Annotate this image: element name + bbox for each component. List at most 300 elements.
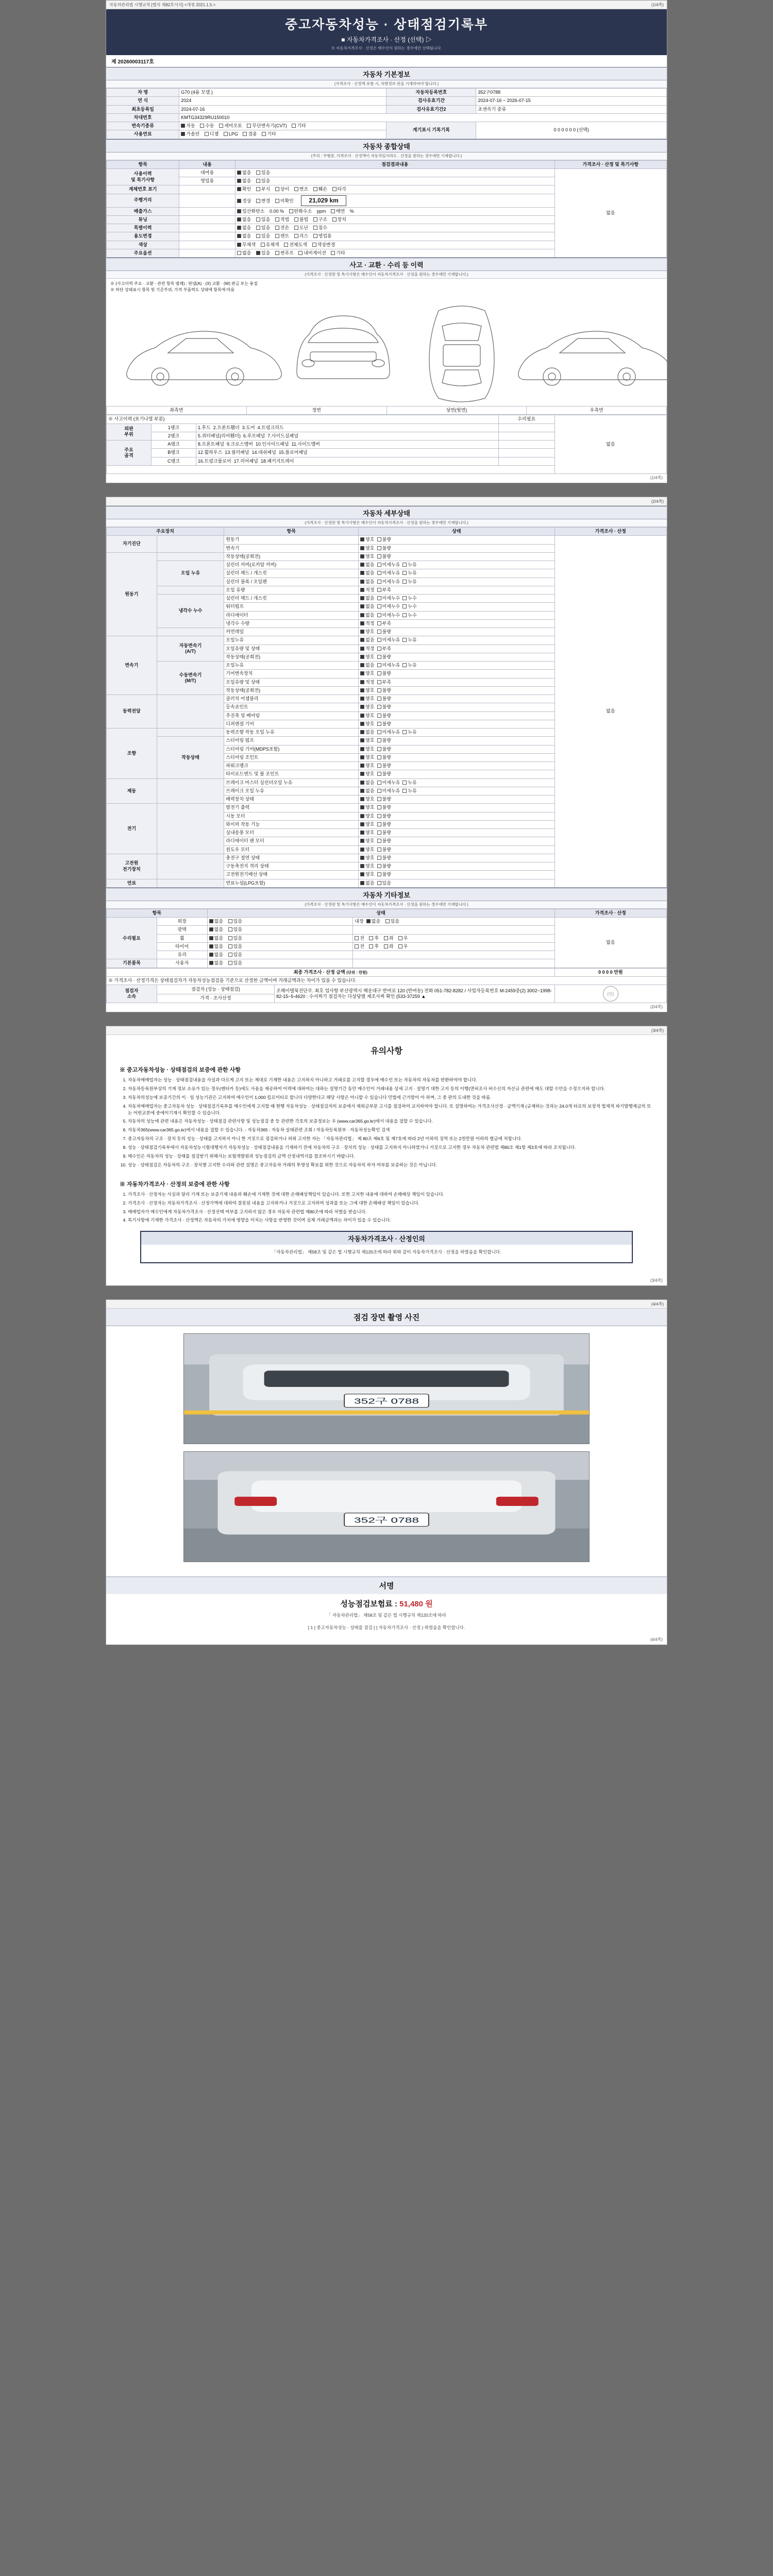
list-item: 10. 성능 · 상태점검은 자동차의 구조 · 장치별 고지한 수리와 관련 설명은 중고자동차 거래의 투명성 확보를 위한 것으로 자동차의 하자 여부를 보증하는 것은 아닙니다. — [128, 1162, 653, 1168]
checkbox-rental-no[interactable]: 없음 — [237, 170, 251, 176]
device-group-label: 제동 — [107, 778, 157, 804]
label-outer-panel: 외판 부위 — [107, 423, 152, 440]
device-subgroup-label — [157, 879, 224, 887]
checkbox-state-1[interactable]: 미세누수 — [377, 604, 400, 609]
checkbox-state-0[interactable]: 적정 — [360, 646, 374, 652]
row-label-usage-change — [179, 232, 236, 241]
car-diagram-svg — [106, 295, 668, 406]
value-vin: KMTG34329RU150010 — [179, 113, 667, 122]
checkbox-state-1[interactable]: 미세누수 — [377, 596, 400, 601]
checkbox-fuel-etc[interactable]: 기타 — [262, 131, 276, 137]
checkbox-state-1[interactable]: 불량 — [377, 713, 391, 719]
detailed-item-state — [359, 787, 554, 795]
checkbox-color-chromatic[interactable]: 유채색 — [261, 242, 279, 248]
checkbox-option-sunroof[interactable]: 썬루프 — [275, 250, 294, 256]
checkbox-polish-no[interactable]: 없음 — [209, 927, 223, 933]
label-options: 주요옵션 — [107, 249, 179, 257]
checkbox-exterior-no[interactable]: 없음 — [209, 919, 223, 924]
checkbox-transmission-etc[interactable]: 기타 — [292, 123, 306, 129]
checkbox-user-yes[interactable]: 있음 — [228, 960, 242, 966]
checkbox-state-1[interactable]: 미세누유 — [377, 637, 400, 643]
row-value-usage-change — [235, 232, 554, 241]
car-view-labels — [106, 406, 667, 415]
checkbox-state-1[interactable]: 불량 — [377, 654, 391, 660]
checkbox-vin-different[interactable]: 상이 — [275, 187, 289, 192]
table-row — [107, 105, 667, 113]
checkbox-frame-ranka[interactable] — [498, 440, 554, 449]
checkbox-wheel-yes[interactable]: 있음 — [228, 936, 242, 941]
value-fuel — [179, 130, 386, 139]
detailed-item-label: 배력장치 상태 — [224, 795, 359, 804]
checkbox-option-none[interactable]: 없음 — [237, 250, 251, 256]
section-other-subtitle: (가격조사 · 산정란 및 특기사항은 매수인이 자동차가격조사 · 산정을 원하는 경우에만 기재합니다.) — [106, 901, 667, 909]
detailed-item-label: 실린더 헤드 / 개스킷 — [224, 595, 359, 603]
photo-front-svg — [184, 1334, 589, 1444]
checkbox-state-0[interactable]: 양호 — [360, 847, 374, 853]
checkbox-state-0[interactable]: 양호 — [360, 822, 374, 827]
detailed-item-state — [359, 603, 554, 611]
section-other-title: 자동차 기타정보 — [106, 888, 667, 901]
checkbox-exterior-yes[interactable]: 있음 — [228, 919, 242, 924]
checkbox-state-0[interactable]: 양호 — [360, 838, 374, 844]
checkbox-vin-damaged[interactable]: 훼손 — [313, 187, 327, 192]
label-tuning: 튜닝 — [107, 215, 179, 224]
checkbox-option-yes[interactable]: 있음 — [256, 250, 270, 256]
device-subgroup-label: 냉각수 누수 — [157, 595, 224, 628]
detailed-item-state — [359, 879, 554, 887]
checkbox-tire-yes[interactable]: 있음 — [228, 944, 242, 950]
device-subgroup-label — [157, 695, 224, 728]
list-item: 3. 자동차의성능에 보증기간의 이 · 일 성능기관은 고지하여 매수인이 1,000 킬로미터로 합니다 다양한다고 해당 사항은 아니할 수 있습니다 민법에 근거함이 아 하며, 그 중 판의 도내한 것을 따름. — [128, 1094, 653, 1101]
section-detailed-subtitle: (가격조사 · 산정란 및 특기사항은 매수인이 자동차가격조사 · 산정을 원하는 경우에만 기재합니다.) — [106, 519, 667, 527]
detailed-item-state — [359, 862, 554, 871]
checkbox-state-1[interactable]: 부족 — [377, 587, 391, 593]
detailed-item-label: 오일 유량 — [224, 586, 359, 594]
checkbox-state-0[interactable]: 없음 — [360, 570, 374, 576]
page-2-top-note — [106, 497, 667, 506]
checkbox-fuel-diesel[interactable]: 디젤 — [205, 131, 219, 137]
price-note-line: ※ 가격조사 · 산정가격은 상태점검자가 자동차성능점검을 기준으로 산정한 금액이며 거래금액과는 차이가 있을 수 있습니다. — [107, 976, 667, 985]
label-year: 연 식 — [107, 97, 179, 105]
sign-note-1: 「 자동차관리법」 제58조 및 같은 법 시행규칙 제120조에 따라 — [327, 1613, 446, 1618]
checkbox-state-1[interactable]: 불량 — [377, 546, 391, 551]
checkbox-state-1[interactable]: 불량 — [377, 554, 391, 560]
checkbox-color-fullpaint[interactable]: 전체도색 — [284, 242, 307, 248]
checkbox-state-2[interactable]: 누유 — [402, 579, 416, 585]
checkbox-tuning-no[interactable]: 없음 — [237, 217, 251, 223]
checkbox-state-0[interactable]: 양호 — [360, 755, 374, 760]
checkbox-tuning-yes[interactable]: 있음 — [256, 217, 270, 223]
checkbox-state-2[interactable]: 누유 — [402, 663, 416, 668]
checkbox-state-0[interactable]: 양호 — [360, 763, 374, 769]
checkbox-tire-front[interactable]: 전 — [355, 944, 364, 950]
checkbox-tire-right[interactable]: 우 — [398, 944, 408, 950]
notice-section — [106, 1035, 667, 1277]
row-label-polish: 광택 — [157, 926, 207, 934]
label-transmission: 변속기종류 — [107, 122, 179, 130]
detailed-item-label: 실린더 블록 / 오일팬 — [224, 578, 359, 586]
page-3 — [106, 1026, 667, 1286]
checkbox-state-0[interactable]: 양호 — [360, 688, 374, 693]
view-label-top: 상면(윗면) — [386, 406, 527, 415]
document-number-value: 20260003117호 — [117, 59, 154, 65]
detailed-item-state — [359, 745, 554, 753]
checkbox-emission-smoke[interactable]: 매연 — [331, 209, 345, 214]
checkbox-state-1[interactable]: 미세누유 — [377, 663, 400, 668]
page-1 — [106, 0, 667, 483]
table-row — [107, 406, 667, 415]
svg-text:352구 0788: 352구 0788 — [354, 1397, 419, 1406]
checkbox-state-1[interactable]: 불량 — [377, 721, 391, 727]
checkbox-state-1[interactable]: 있음 — [377, 880, 391, 886]
checkbox-wheel-front[interactable]: 전 — [355, 936, 364, 941]
device-group-label: 고전원 전기장치 — [107, 854, 157, 879]
notice-section-2-title: ※ 자동차가격조사 · 산정의 보증에 관한 사항 — [120, 1181, 230, 1188]
checkbox-vin-ok[interactable]: 확인 — [237, 187, 251, 192]
checkbox-state-1[interactable]: 불량 — [377, 755, 391, 760]
row-value-wheel-pos — [353, 934, 554, 942]
checkbox-user-no[interactable]: 없음 — [209, 960, 223, 966]
checkbox-wheel-no[interactable]: 없음 — [209, 936, 223, 941]
table-row — [107, 536, 667, 544]
checkbox-state-2[interactable]: 누수 — [402, 596, 416, 601]
label-odometer: 계기표시 기록기록 — [386, 122, 476, 139]
checkbox-state-1[interactable]: 불량 — [377, 838, 391, 844]
list-item: 3. 매매업자가 매수인에게 자동차가격조사 · 산정선택 여부를 고지하지 않은 경우 자동차 관련법 제80조에 따라 처벌을 받습니다. — [128, 1209, 653, 1215]
checkbox-state-0[interactable]: 없음 — [360, 562, 374, 568]
device-subgroup-label — [157, 804, 224, 854]
checkbox-state-2[interactable]: 누유 — [402, 730, 416, 735]
checkbox-state-0[interactable]: 양호 — [360, 546, 374, 551]
checkbox-tuning-legal[interactable]: 적법 — [275, 217, 289, 223]
checkbox-glass-no[interactable]: 없음 — [209, 952, 223, 958]
checkbox-state-1[interactable]: 불량 — [377, 805, 391, 810]
checkbox-polish-yes[interactable]: 있음 — [228, 927, 242, 933]
checkbox-mileage-normal[interactable]: 정상 — [237, 198, 251, 204]
value-first-registration: 2024-07-16 — [179, 105, 386, 113]
checkbox-tuning-structure[interactable]: 구조 — [313, 217, 327, 223]
detailed-item-label: 브레이크 오일 누유 — [224, 787, 359, 795]
photo-section-title: 점검 장면 촬영 사진 — [106, 1309, 667, 1326]
device-subgroup-label: 작동상태 — [157, 737, 224, 778]
declaration-title: 자동차가격조사 · 산정인의 — [141, 1232, 632, 1245]
row-label-mileage — [179, 194, 236, 207]
checkbox-state-1[interactable]: 미세누유 — [377, 780, 400, 786]
checkbox-state-0[interactable]: 양호 — [360, 629, 374, 635]
checkbox-state-1[interactable]: 미세누유 — [377, 562, 400, 568]
checkbox-transmission-manual[interactable]: 수동 — [200, 123, 214, 129]
frame-rankc-items: 16.트렁크플로어 17.리어패널 18.패키지트레이 — [196, 457, 498, 465]
checkbox-state-0[interactable]: 양호 — [360, 747, 374, 752]
checkbox-usechange-rent[interactable]: 렌트 — [275, 233, 289, 239]
checkbox-emission-hc[interactable]: 탄화수소 — [289, 209, 312, 214]
checkbox-vin-stamped[interactable]: 타각 — [332, 187, 346, 192]
checkbox-transmission-semiauto[interactable]: 세미오토 — [219, 123, 242, 129]
detailed-item-label: 원동기 — [224, 536, 359, 544]
detailed-item-state — [359, 778, 554, 787]
checkbox-wheel-right[interactable]: 우 — [398, 936, 408, 941]
checkbox-state-1[interactable]: 불량 — [377, 863, 391, 869]
detailed-item-label: 시동 모터 — [224, 812, 359, 820]
page-3-spacer — [109, 1028, 110, 1033]
detailed-item-state — [359, 728, 554, 737]
device-subgroup-label — [157, 586, 224, 594]
device-subgroup-label: 자동변속기 (A/T) — [157, 636, 224, 662]
checkbox-state-2[interactable]: 누유 — [402, 780, 416, 786]
checkbox-state-0[interactable]: 양호 — [360, 537, 374, 543]
checkbox-state-2[interactable]: 누유 — [402, 637, 416, 643]
checkbox-state-0[interactable]: 양호 — [360, 814, 374, 819]
checkbox-frame-rankc[interactable] — [498, 457, 554, 465]
checkbox-state-1[interactable]: 부족 — [377, 680, 391, 685]
checkbox-state-2[interactable]: 누유 — [402, 788, 416, 794]
detailed-item-label: 추진축 및 베어링 — [224, 711, 359, 720]
checkbox-frame-rankb[interactable] — [498, 449, 554, 457]
checkbox-color-change[interactable]: 색상변경 — [312, 242, 335, 248]
checkbox-state-0[interactable]: 양호 — [360, 855, 374, 861]
checkbox-fuel-dual[interactable]: 겸용 — [243, 131, 257, 137]
checkbox-glass-yes[interactable]: 있음 — [228, 952, 242, 958]
checkbox-state-0[interactable]: 양호 — [360, 704, 374, 710]
checkbox-state-1[interactable]: 불량 — [377, 830, 391, 836]
checkbox-state-0[interactable]: 없음 — [360, 780, 374, 786]
page-3-top-note — [106, 1026, 667, 1035]
checkbox-state-1[interactable]: 미세누유 — [377, 730, 400, 735]
checkbox-state-0[interactable]: 없음 — [360, 788, 374, 794]
page-3-number: (3/4쪽) — [651, 1028, 664, 1033]
notice-title: 유의사항 — [371, 1047, 402, 1056]
label-vin: 차대번호 — [107, 113, 179, 122]
checkbox-outer-rank1[interactable] — [498, 423, 554, 432]
checkbox-tire-left[interactable]: 좌 — [384, 944, 394, 950]
checkbox-emission-co[interactable]: 일산화탄소 — [237, 209, 264, 214]
table-row — [107, 113, 667, 122]
list-item: 7. 중고자동차의 구조 · 장치 등의 성능 · 상태를 고지하지 아니 한 거짓으로 점검하거나 허위 고지한 자는 「자동차관리법」 제 80조 제6호 및 제7호에 따라 2년 이하의 징역 또는 2천만원 이하의 벌금에 처합니다. — [128, 1136, 653, 1142]
list-item: 1. 자동차매매업자는 성능 · 상태점검내용을 사실과 다르게 고지 또는 제대로 기재한 내용은 고지하지 아니하고 거래로를 고지할 경우에 매수인 또는 자동차의 자동차를 반환하여야 합니다. — [128, 1077, 653, 1083]
checkbox-state-1[interactable]: 불량 — [377, 747, 391, 752]
label-vin-mark: 계체번호 표기 — [107, 185, 179, 194]
accident-legend — [106, 279, 667, 295]
label-inspection-period: 검사유효기간 — [386, 97, 476, 105]
checkbox-special-theft[interactable]: 도난 — [294, 225, 308, 231]
checkbox-state-2[interactable]: 누유 — [402, 562, 416, 568]
price-value-digits: 0 0 0 0 — [598, 969, 613, 975]
other-header-state: 상태 — [207, 909, 554, 917]
checkbox-special-yes[interactable]: 있음 — [256, 225, 270, 231]
checkbox-state-1[interactable]: 불량 — [377, 688, 391, 693]
checkbox-state-0[interactable]: 없음 — [360, 613, 374, 618]
notice-list-1 — [120, 1077, 653, 1133]
row-value-wheel — [207, 934, 353, 942]
view-label-right: 우측면 — [527, 406, 667, 415]
checkbox-tire-no[interactable]: 없음 — [209, 944, 223, 950]
checkbox-state-1[interactable]: 미세누유 — [377, 788, 400, 794]
checkbox-state-1[interactable]: 불량 — [377, 671, 391, 676]
detailed-item-label: 발전기 출력 — [224, 804, 359, 812]
detailed-item-state — [359, 561, 554, 569]
checkbox-state-1[interactable]: 불량 — [377, 629, 391, 635]
checkbox-state-1[interactable]: 미세누수 — [377, 613, 400, 618]
section-basic-info-subtitle: (가격조사 · 산정액 포함 시, 차량정보 란을 기재하여야 합니다.) — [106, 80, 667, 88]
checkbox-state-1[interactable]: 불량 — [377, 537, 391, 543]
checkbox-special-no[interactable]: 없음 — [237, 225, 251, 231]
detailed-item-state — [359, 720, 554, 728]
checkbox-rental-yes[interactable]: 있음 — [256, 170, 270, 176]
checkbox-state-1[interactable]: 불량 — [377, 814, 391, 819]
checkbox-state-1[interactable]: 부족 — [377, 646, 391, 652]
checkbox-state-0[interactable]: 없음 — [360, 880, 374, 886]
checkbox-state-1[interactable]: 불량 — [377, 771, 391, 777]
list-item: 4. 자동차매매업자는 중고자동차 성능 · 상태점검기록부를 매수인에게 고지할 때 현행 자동차성능 · 상태점검자의 보증에서 제외금부문 고시를 점검하여 교지하여야 합니다. 또 설명하여는 가격조사산정 · 금액기재 (규제하는 것과는 24.0개 타로의 보장적 법제적 파기발행제금의 또는 어떤교본에 중에이기재시 확인할 수 있습니다. — [128, 1103, 653, 1116]
checkbox-commercial-no[interactable]: 없음 — [237, 178, 251, 184]
checkbox-state-0[interactable]: 적정 — [360, 621, 374, 626]
checkbox-state-0[interactable]: 없음 — [360, 637, 374, 643]
checkbox-state-0[interactable]: 양호 — [360, 671, 374, 676]
device-group-label: 전기 — [107, 804, 157, 854]
section-overall-subtitle: (주의 : 주행중, 가격조사 · 산정액이 자동차일지라도 · 산정을 원하는 경우에만 기재합니다.) — [106, 152, 667, 160]
row-value-glass — [207, 951, 353, 959]
checkbox-tire-rear[interactable]: 후 — [369, 944, 379, 950]
photo-container — [106, 1326, 667, 1577]
page-4-spacer — [109, 1301, 110, 1307]
checkbox-usechange-biz[interactable]: 영업용 — [313, 233, 332, 239]
row-label-exterior: 외장 — [157, 918, 207, 926]
checkbox-state-0[interactable]: 양호 — [360, 863, 374, 869]
checkbox-state-0[interactable]: 없음 — [360, 579, 374, 585]
checkbox-transmission-cvt[interactable]: 무단변속기(CVT) — [247, 123, 287, 129]
checkbox-state-0[interactable]: 없음 — [360, 604, 374, 609]
checkbox-outer-rank2[interactable] — [498, 432, 554, 440]
detailed-item-label: 작동상태(공회전) — [224, 552, 359, 561]
checkbox-state-1[interactable]: 불량 — [377, 704, 391, 710]
checkbox-option-navi[interactable]: 내비게이션 — [298, 250, 326, 256]
label-first-registration: 최초등록일 — [107, 105, 179, 113]
checkbox-state-1[interactable]: 불량 — [377, 763, 391, 769]
value-emission-smoke: % — [349, 208, 354, 214]
checkbox-interior-yes[interactable]: 있음 — [385, 919, 399, 924]
checkbox-state-0[interactable]: 양호 — [360, 654, 374, 660]
row-value-polish-extra — [353, 926, 554, 934]
checkbox-state-1[interactable]: 불량 — [377, 822, 391, 827]
checkbox-usechange-no[interactable]: 없음 — [237, 233, 251, 239]
row-value-tuning — [235, 215, 554, 224]
checkbox-state-0[interactable]: 양호 — [360, 771, 374, 777]
checkbox-tuning-illegal[interactable]: 불법 — [294, 217, 308, 223]
detailed-item-state — [359, 686, 554, 694]
checkbox-state-0[interactable]: 양호 — [360, 830, 374, 836]
row-label-special — [179, 224, 236, 232]
price-title-text: 최종 가격조사 · 산정 금액 — [293, 969, 345, 975]
checkbox-vin-modified[interactable]: 변조 — [294, 187, 308, 192]
checkbox-state-1[interactable]: 불량 — [377, 796, 391, 802]
detailed-item-state — [359, 653, 554, 661]
checkbox-commercial-yes[interactable]: 있음 — [256, 178, 270, 184]
checkbox-state-0[interactable]: 적정 — [360, 680, 374, 685]
row-value-special — [235, 224, 554, 232]
checkbox-state-1[interactable]: 불량 — [377, 696, 391, 702]
page-1-footer: (1/4쪽) — [650, 476, 663, 480]
row-label-emission — [179, 207, 236, 215]
detailed-item-state — [359, 820, 554, 828]
value-odometer: 0 0 0 0 0 0 (선택) — [476, 122, 667, 139]
checkbox-mileage-changed[interactable]: 변경 — [256, 198, 270, 204]
page-4 — [106, 1299, 667, 1645]
row-value-commercial — [235, 177, 554, 185]
checkbox-state-1[interactable]: 미세누유 — [377, 579, 400, 585]
checkbox-vin-corrosion[interactable]: 부식 — [256, 187, 270, 192]
label-rank-1: 1랭크 — [151, 423, 196, 432]
checkbox-usechange-lease[interactable]: 리스 — [294, 233, 308, 239]
checkbox-state-0[interactable]: 양호 — [360, 738, 374, 743]
checkbox-state-0[interactable]: 양호 — [360, 554, 374, 560]
checkbox-tuning-device[interactable]: 장치 — [332, 217, 346, 223]
checkbox-transmission-auto[interactable]: 자동 — [181, 123, 195, 129]
checkbox-state-0[interactable]: 없음 — [360, 596, 374, 601]
accident-parts-label: ※ 사고이력 (표기나열 부분) — [107, 415, 499, 423]
checkbox-state-1[interactable]: 불량 — [377, 872, 391, 877]
list-item: 1. 가격조사 · 산정자는 사실과 달리 기재 또는 보증기재 내용과 훼손에 기재한 것에 대한 손해배상책임이 있습니다. 또한 고지한 내용에 대하여 손해배상 책임이 있습니다. — [128, 1191, 653, 1198]
checkbox-state-2[interactable]: 누유 — [402, 570, 416, 576]
checkbox-option-etc[interactable]: 기타 — [331, 250, 345, 256]
other-header-price: 가격조사 · 산정 — [554, 909, 666, 917]
table-row — [107, 976, 667, 985]
device-group-label: 원동기 — [107, 552, 157, 636]
device-subgroup-label — [157, 552, 224, 561]
detailed-item-state — [359, 795, 554, 804]
checkbox-state-0[interactable]: 양호 — [360, 796, 374, 802]
checkbox-state-0[interactable]: 적정 — [360, 587, 374, 593]
checkbox-state-1[interactable]: 미세누유 — [377, 570, 400, 576]
value-emission-hc: ppm — [316, 208, 326, 214]
row-label-tuning — [179, 215, 236, 224]
checkbox-fuel-lpg[interactable]: LPG — [224, 131, 238, 137]
checkbox-state-0[interactable]: 없음 — [360, 730, 374, 735]
detailed-item-state — [359, 770, 554, 778]
mileage-value: 21,029 km — [301, 195, 346, 206]
checkbox-state-0[interactable]: 양호 — [360, 721, 374, 727]
detailed-item-label: 기어변속장치 — [224, 670, 359, 678]
checkbox-state-2[interactable]: 누수 — [402, 613, 416, 618]
value-inspection-period: 2024-07-16 ~ 2026-07-15 — [476, 97, 667, 105]
checkbox-state-1[interactable]: 부족 — [377, 621, 391, 626]
checkbox-state-1[interactable]: 불량 — [377, 855, 391, 861]
checkbox-color-achromatic[interactable]: 무채색 — [237, 242, 256, 248]
checkbox-fuel-gasoline[interactable]: 가솔린 — [181, 131, 199, 137]
checkbox-state-1[interactable]: 불량 — [377, 847, 391, 853]
checkbox-state-2[interactable]: 누수 — [402, 604, 416, 609]
checkbox-usechange-yes[interactable]: 있음 — [256, 233, 270, 239]
checkbox-state-0[interactable]: 양호 — [360, 872, 374, 877]
checkbox-wheel-rear[interactable]: 후 — [369, 936, 379, 941]
checkbox-special-flood[interactable]: 침수 — [313, 225, 327, 231]
document-title: 중고자동차성능 · 상태점검기록부 — [284, 18, 489, 32]
checkbox-interior-no[interactable]: 없음 — [366, 919, 380, 924]
table-header-row — [107, 160, 667, 168]
checkbox-state-0[interactable]: 없음 — [360, 663, 374, 668]
company-text: 조해이텔북진단주. 최호 업사항 부산광역시 해운대구 반여로 120 (반여동) 전화 051-782-8282 / 사업자등록번호 M-2459중(2) 3002~1998-82-15~5-4620 : 수서찌기 점검자는 다상당별 제조사찌 확인 (533-37259 ▲ — [275, 985, 555, 1003]
detailed-state-table — [106, 527, 667, 888]
header-item: 항목 — [107, 160, 179, 168]
detailed-price-note: 없음 — [554, 536, 666, 888]
price-value — [554, 968, 666, 976]
checkbox-state-1[interactable]: 불량 — [377, 738, 391, 743]
checkbox-state-0[interactable]: 양호 — [360, 696, 374, 702]
checkbox-wheel-left[interactable]: 좌 — [384, 936, 394, 941]
checkbox-state-0[interactable]: 양호 — [360, 713, 374, 719]
checkbox-state-0[interactable]: 양호 — [360, 805, 374, 810]
checkbox-special-total-loss[interactable]: 전손 — [275, 225, 289, 231]
checkbox-mileage-unknown[interactable]: 미확인 — [275, 198, 294, 204]
